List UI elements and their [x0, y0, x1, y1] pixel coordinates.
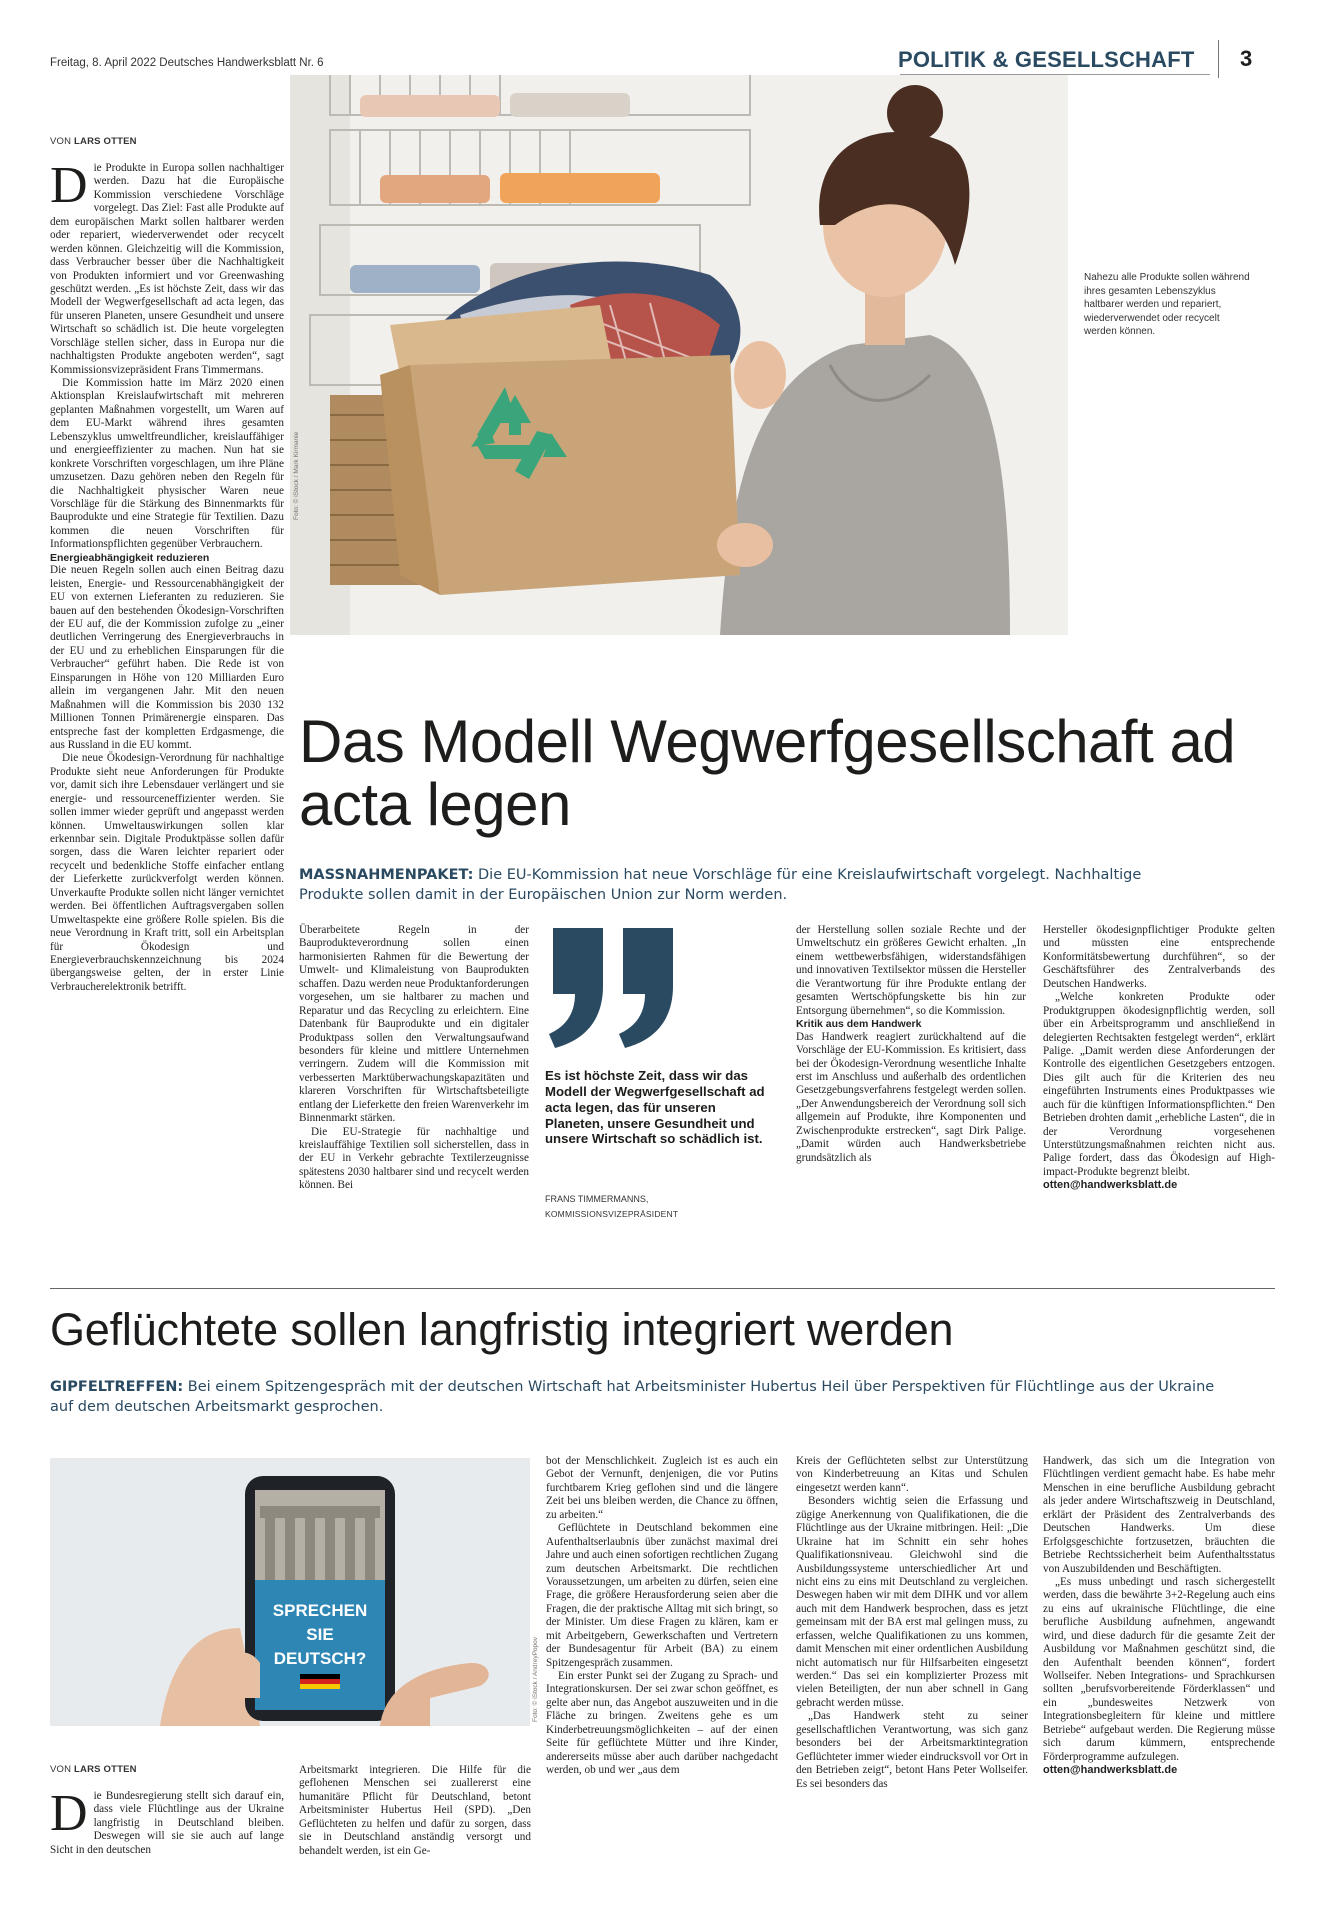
article2-deck: [50, 1378, 1230, 1417]
paragraph: Hersteller ökodesignpflichtiger Produkte gelten und müssten eine entsprechende Konformitätsbewertung durchführen“, so der Geschäftsführer des Zentralverbands des Deutschen Handwerks.: [1043, 924, 1275, 990]
photo-credit: Foto: © iStock / Mark Kirmanie: [293, 431, 300, 520]
article2-photo: [50, 1458, 530, 1726]
paragraph: „Es muss unbedingt und rasch sichergestellt werden, dass die bewährte 3+2-Regelung auch eins zu eins auf ukrainische Flüchtlinge, die eine berufliche Ausbildung aufnehmen, angewandt wird, und diese dadurch für die gesamte Zeit der Ausbildung vor Maßnahmen geschützt sind, die den Aufenthalt beenden können“, fordert Wollseifer. Neben Integrations- und Sprachkursen sollten „berufsvorbereitende Förderklassen“ und ein „bundesweites Netzwerk von Integrationsbegleitern für kleine und mittlere Betriebe“ aufgebaut werden. Die Regierung müsse sich darum kümmern, entsprechende Förderprogramme aufzulegen.: [1043, 1575, 1275, 1763]
article2-byline: [50, 1764, 137, 1775]
paragraph: bot der Menschlichkeit. Zugleich ist es auch ein Gebot der Vernunft, denjenigen, die vor Putins furchtbarem Krieg geflohen sind und die längere Zeit bei uns bleiben werden, die Chance zu öffnen, zu arbeiten.“: [546, 1455, 778, 1521]
article1-column-4: [1043, 924, 1275, 1193]
paragraph: der Herstellung sollen soziale Rechte und der Umweltschutz ein größeres Gewicht erhalten. „In einem wettbewerbsfähigen, widerstandsfähigen und innovativen Textilsektor müssen die Hersteller die Verantwortung für ihre Produkte entlang der gesamten Wertschöpfungskette bis hin zur Entsorgung übernehmen“, so die Kommission.: [796, 924, 1026, 1017]
article2-column-1: [50, 1785, 284, 1857]
phone-text-line-1: SPRECHEN: [272, 1601, 368, 1620]
article2-column-2: [299, 1764, 531, 1858]
photo-credit: Foto: © iStock / AndreyPopov: [532, 1637, 539, 1722]
pull-quote: Es ist höchste Zeit, dass wir das Modell der Wegwerfgesellschaft ad acta legen, das für unseren Planeten, unsere Gesundheit und unsere Wirtschaft so schädlich ist.: [545, 1068, 765, 1147]
smartphone-language-app-illustration: [50, 1458, 530, 1726]
paragraph: Besonders wichtig seien die Erfassung und zügige Anerkennung von Qualifikationen, die die Flüchtlinge aus der Ukraine mitbringen. Heil: „Die Ukraine hat im Schnitt ein sehr hohes Qualifikationsniveau. Gleichwohl sind die Ausbildungssysteme unterschiedlicher Art und nicht eins zu eins mit Deutschland zu vergleichen. Deswegen haben wir mit dem DIHK und vor allem auch mit dem Handwerk besprochen, dass es jetzt gemeinsam mit der BA erst mal gelingen muss, zu erfassen, welche Qualifikationen zu uns kommen, damit Menschen mit einer ordentlichen Ausbildung nicht automatisch nur für Hilfsarbeiten eingesetzt werden.“ Das sei ein komplizierter Prozess mit vielen Beteiligten, der nun aber schnell in Gang gebracht werden müsse.: [796, 1495, 1028, 1709]
article1-subhead-energy: Energieabhängigkeit reduzieren: [50, 551, 210, 564]
article2-column-5: [1043, 1455, 1275, 1777]
article1-column-1: [50, 157, 284, 994]
paragraph: ie Bundesregierung stellt sich darauf ein, dass viele Flüchtlinge aus der Ukraine langfristig in Deutschland bleiben. Deswegen will sie sie auch auf lange Sicht in den deutschen: [50, 1790, 284, 1856]
byline-prefix: VON: [50, 1764, 75, 1775]
paragraph: Das Handwerk reagiert zurückhaltend auf die Vorschläge der EU-Kommission. Es kritisiert, dass bei der Ökodesign-Verordnung wesentliche Inhalte erst im Anschluss und außerhalb des ordentlichen Gesetzgebungsverfahrens festgelegt werden sollen. „Der Anwendungsbereich der Verordnung soll sich allgemein auf Produkte, ihre Komponenten und Zwischenprodukte erstrecken“, sagt Dirk Palige. „Damit würden auch Handwerksbetriebe grundsätzlich als: [796, 1030, 1026, 1164]
byline-author: LARS OTTEN: [74, 136, 137, 147]
paragraph: Die neuen Regeln sollen auch einen Beitrag dazu leisten, Energie- und Ressourcenabhängigkeit der EU von externen Lieferanten zu reduzieren. Sie bauen auf den bestehenden Ökodesign-Vorschriften der EU auf, die der Kommission zufolge zu „einer deutlichen Verringerung des Energieverbrauchs in der EU und zu erheblichen Einsparungen für die Verbraucher“ geführt haben. Die Rede ist von Einsparungen in Höhe von 120 Milliarden Euro allein im vergangenen Jahr. Mit den neuen Maßnahmen will die Kommission bis 2030 132 Millionen Tonnen Primärenergie einsparen. Das entspreche fast der kompletten Erdgasmenge, die aus Russland in die EU kommt.: [50, 564, 284, 751]
article1-headline: Das Modell Wegwerfgesellschaft ad acta legen: [299, 708, 1236, 838]
deck-text: Bei einem Spitzengespräch mit der deutschen Wirtschaft hat Arbeitsminister Hubertus Heil über Perspektiven für Flüchtlinge aus der Ukraine auf dem deutschen Arbeitsmarkt gesprochen.: [50, 1379, 1215, 1415]
article1-column-3: [796, 924, 1026, 1165]
author-email[interactable]: otten@handwerksblatt.de: [1043, 1764, 1178, 1777]
article1-byline: [50, 136, 137, 147]
article1-dropcap: D: [50, 157, 88, 214]
article-divider: [50, 1288, 1275, 1289]
author-email[interactable]: otten@handwerksblatt.de: [1043, 1179, 1178, 1192]
paragraph: Kreis der Geflüchteten selbst zur Unterstützung von Kinderbetreuung an Kitas und Schulen eingesetzt werden kann“.: [796, 1455, 1028, 1494]
page-number: 3: [1240, 46, 1253, 71]
paragraph: Arbeitsmarkt integrieren. Die Hilfe für die geflohenen Menschen sei zuallererst eine humanitäre Pflicht für Deutschland, betont Arbeitsminister Hubertus Heil (SPD). „Den Geflüchteten zu helfen und dafür zu sorgen, dass sie in Deutschland anständig versorgt und behandelt werden, ist ein Ge-: [299, 1764, 531, 1857]
quote-mark-icon: [545, 928, 685, 1048]
paragraph: Geflüchtete in Deutschland bekommen eine Aufenthaltserlaubnis über zunächst maximal drei Jahre und auch einen sofortigen rechtlichen Zugang zum deutschen Arbeitsmarkt. Die rechtlichen Voraussetzungen, um arbeiten zu dürfen, seien eine Frage, die größere Herausforderung seien aber die Fragen, die der praktische Alltag mit sich bringt, so der Minister. Um diese Fragen zu klären, kam er mit Arbeitgebern, Gewerkschaften und Vertretern der Bundesagentur für Arbeit (BA) zu einem Spitzengespräch zusammen.: [546, 1522, 778, 1669]
article2-column-3: [546, 1455, 778, 1778]
deck-kicker: GIPFELTREFFEN:: [50, 1379, 184, 1395]
quote-author: FRANS TIMMERMANNS,: [545, 1194, 649, 1204]
article2-dropcap: D: [50, 1785, 88, 1842]
issue-meta: Freitag, 8. April 2022 Deutsches Handwerksblatt Nr. 6: [50, 57, 324, 69]
paragraph: ie Produkte in Europa sollen nachhaltiger werden. Dazu hat die Europäische Kommission verschiedene Vorschläge vorgelegt. Das Ziel: Fast alle Produkte auf dem europäischen Markt sollen haltbarer werden oder repariert, wiederverwendet oder recycelt werden können. Gleichzeitig will die Kommission, dass Verbraucher besser über die Nachhaltigkeit von Produkten informiert und vor Greenwashing geschützt werden. „Es ist höchste Zeit, dass wir das Modell der Wegwerfgesellschaft ad acta legen, das für unseren Planeten, unsere Gesundheit und unsere Wirtschaft so schädlich ist. Die heute vorgelegten Vorschläge stellen sicher, dass in Europa nur die nachhaltigsten Produkte angeboten werden“, sagt Kommissionsvizepräsident Frans Timmermans.: [50, 162, 284, 376]
phone-text-line-2: SIE: [306, 1625, 334, 1644]
paragraph: Die Kommission hatte im März 2020 einen Aktionsplan Kreislaufwirtschaft mit mehreren geplanten Maßnahmen vorgestellt, um Waren auf dem EU-Markt während ihres gesamten Lebenszyklus umweltfreundlicher, kreislauffähiger und energieeffizienter zu machen. Nun hat sie konkrete Vorschriften vorgeschlagen, um ihre Pläne umzusetzen. Dazu gehören neben den Regeln für die Nachhaltigkeit physischer Waren neue Vorschläge für die Stärkung des Binnenmarkts für Bauprodukte und eine Strategie für Textilien. Dazu kommen die neuen Vorschriften für Informationspflichten gegenüber Verbrauchern.: [50, 377, 284, 551]
article1-subhead-criticism: Kritik aus dem Handwerk: [796, 1018, 922, 1031]
paragraph: Handwerk, das sich um die Integration von Flüchtlingen verdient gemacht habe. Es habe mehr Menschen in eine berufliche Ausbildung gebracht als jeder andere Wirtschaftszweig in Deutschland, erklärt der Präsident des Zentralverbands des Deutschen Handwerks. Um diese Erfolgsgeschichte fortzusetzen, bräuchten die Betriebe Rechtssicherheit beim Aufenthaltsstatus von Auszubildenden und Beschäftigten.: [1043, 1455, 1275, 1575]
byline-author: LARS OTTEN: [74, 1764, 137, 1775]
article1-photo: [290, 75, 1068, 635]
paragraph: „Das Handwerk steht zu seiner gesellschaftlichen Verantwortung, was sich ganz besonders bei der Arbeitsmarktintegration Geflüchteter immer wieder eindrucksvoll vor Ort in den Betrieben zeigt“, betont Hans Peter Wollseifer. Es sei besonders das: [796, 1710, 1028, 1790]
phone-text-line-3: DEUTSCH?: [273, 1649, 367, 1668]
byline-prefix: VON: [50, 136, 75, 147]
deck-text: Die EU-Kommission hat neue Vorschläge für eine Kreislaufwirtschaft vorgelegt. Nachhaltige Produkte sollen damit in der Europäischen Union zur Norm werden.: [299, 867, 1142, 903]
section-title: POLITIK & GESELLSCHAFT: [898, 47, 1195, 72]
paragraph: Ein erster Punkt sei der Zugang zu Sprach- und Integrationskursen. Der sei zwar schon geöffnet, es gelte aber nun, das Angebot auszuweiten und in die Fläche zu bringen. Zweitens gehe es um Kinderbetreuungsmöglichkeiten – auf der einen Seite für geflüchtete Mütter und ihre Kinder, andererseits müsse aber auch darüber nachgedacht werden, ob und wer „aus dem: [546, 1670, 778, 1777]
woman-with-recycling-box-illustration: [290, 75, 1068, 635]
article2-headline: Geflüchtete sollen langfristig integriert werden: [50, 1304, 954, 1355]
photo-caption: Nahezu alle Produkte sollen während ihres gesamten Lebenszyklus haltbarer werden und repariert, wiederverwendet oder recycelt werden können.: [1084, 272, 1250, 337]
header-separator: [1218, 40, 1219, 78]
article1-deck: [299, 866, 1159, 905]
paragraph: Überarbeitete Regeln in der Bauprodukteverordnung sollen einen harmonisierten Rahmen für die Bewertung der Umwelt- und Klimaleistung von Bauprodukten schaffen. Dazu werden neue Produktanforderungen vorgesehen, um sie haltbarer zu machen und Reparatur und das Recycling zu erleichtern. Eine Datenbank für Bauprodukte und ein digitaler Produktpass sollen den Verwaltungsaufwand besonders für kleine und mittlere Unternehmen verringern. Zudem will die Kommission mit verbesserten Marktüberwachungskapazitäten und klareren Vorschriften für Wirtschaftsbeteiligte entlang der Lieferkette den freien Warenverkehr im Binnenmarkt stärken.: [299, 924, 529, 1125]
paragraph: Die neue Ökodesign-Verordnung für nachhaltige Produkte sieht neue Anforderungen für Produkte vor, damit sich ihre Lebensdauer verlängert und sie energie- und ressourceneffizienter werden. Sie sollen immer wieder geprüft und angepasst werden können. Umweltauswirkungen sollen klar erkennbar sein. Digitale Produktpässe sollen dafür sorgen, dass die Waren leichter repariert oder recycelt und bedenkliche Stoffe einfacher entlang der Lieferkette zurückverfolgt werden können. Unverkaufte Produkte sollen nicht länger vernichtet werden. Bei öffentlichen Auftragsvergaben sollen Umweltaspekte eine größere Rolle spielen. Bis die neue Verordnung in Kraft tritt, soll ein Arbeitsplan für Ökodesign und Energieverbrauchskennzeichnung bis 2024 übergangsweise gelten, der in erster Linie Verbraucherelektronik betrifft.: [50, 752, 284, 993]
paragraph: „Welche konkreten Produkte oder Produktgruppen ökodesignpflichtig werden, soll über ein Arbeitsprogramm und anschließend in delegierten Rechtsakten festgelegt werden“, erklärt Palige. „Damit werden diese Anforderungen der Kontrolle des eigentlichen Gesetzgebers entzogen. Dies gilt auch für die Kriterien des neu eingeführten Instruments eines Produktpasses wie auch für die künftigen Informationspflichten.“ Den Betrieben drohten damit „erhebliche Lasten“, die in der Verordnung vorgesehenen Unterstützungsmaßnahmen reichten nicht aus. Palige fordert, dass das Ökodesign auf High-impact-Produkte begrenzt bleibt.: [1043, 991, 1275, 1178]
article1-column-2: [299, 924, 529, 1193]
article2-column-4: [796, 1455, 1028, 1791]
quote-role: KOMMISSIONSVIZEPRÄSIDENT: [545, 1209, 679, 1219]
paragraph: Die EU-Strategie für nachhaltige und kreislauffähige Textilien soll sicherstellen, dass in der EU in Verkehr gebrachte Textilerzeugnisse spätestens 2030 haltbarer sind und recycelt werden können. Bei: [299, 1125, 529, 1192]
deck-kicker: MASSNAHMENPAKET:: [299, 867, 474, 883]
